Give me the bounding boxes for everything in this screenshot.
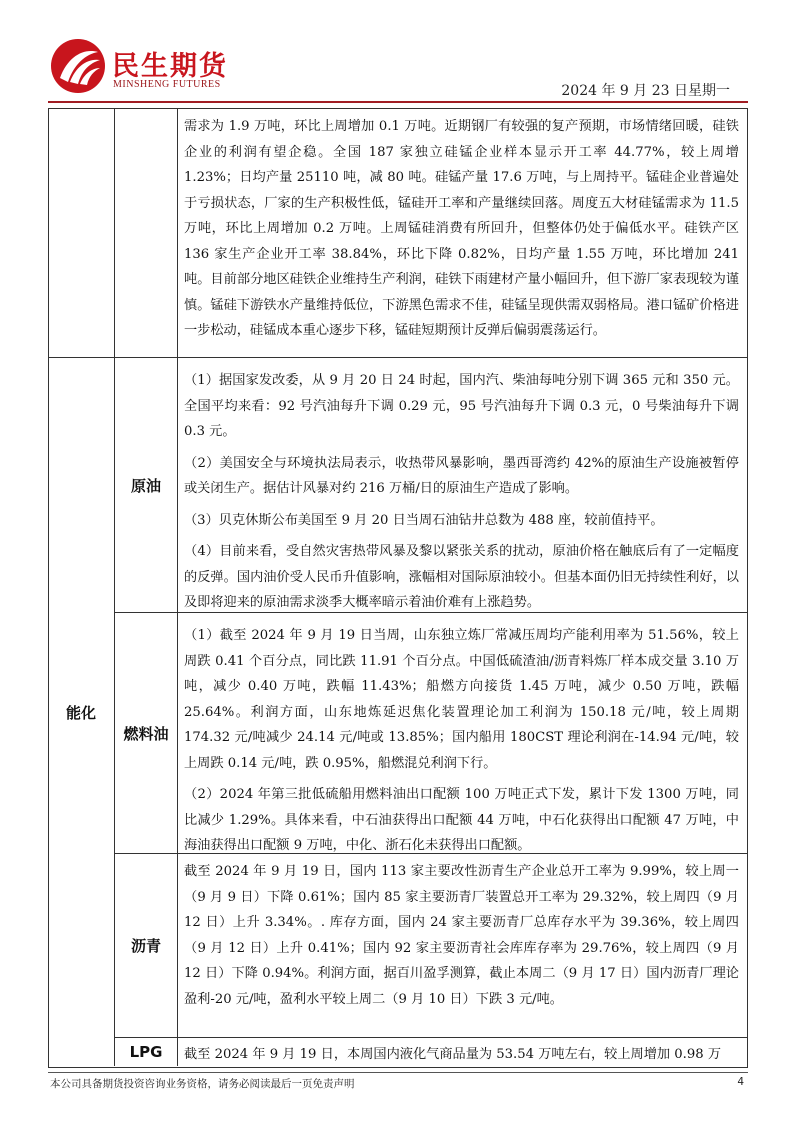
page-number: 4 <box>737 1076 744 1088</box>
logo-icon <box>50 38 106 94</box>
fuel-paragraph-1: （1）截至 2024 年 9 月 19 日当周，山东独立炼厂常减压周均产能利用率为 51.56%，较上周跌 0.41 个百分点，同比跌 11.91 个百分点。中国低硫渣油/沥青料炼厂样本成交量 3.10 万吨，减少 0.40 万吨，跌幅 11.43%；船燃方向接货 1.45 万吨，减少 0.50 万吨，跌幅 25.64%。利润方面，山东地炼延迟焦化装置理论加工利润为 150.18 元/吨，较上周期 174.32 元/吨减少 24.14 元/吨或 13.85%；国内船用 180CST 理论利润在-14.94 元/吨，较上周跌 0.14 元/吨，跌 0.95%，船燃混兑利润下行。 <box>184 628 739 771</box>
silicon-paragraph: 需求为 1.9 万吨，环比上周增加 0.1 万吨。近期钢厂有较强的复产预期，市场情绪回暖，硅铁企业的利润有望企稳。全国 187 家独立硅锰企业样本显示开工率 44.77%，较上周增 1.23%；日均产量 25110 吨，减 80 吨。硅锰产量 17.6 万吨，与上周持平。锰硅企业普遍处于亏损状态，厂家的生产积极性低，锰硅开工率和产量继续回落。周度五大材硅锰需求为 11.5 万吨，环比上周增加 0.2 万吨。上周锰硅消费有所回升，但整体仍处于偏低水平。硅铁产区 136 家生产企业开工率 38.84%，环比下降 0.82%，日均产量 1.55 万吨，环比增加 241 吨。目前部分地区硅铁企业维持生产利润，硅铁下雨建材产量小幅回升，但下游厂家表现较为谨慎。锰硅下游铁水产量维持低位，下游黑色需求不佳，硅锰呈现供需双弱格局。港口锰矿价格进一步松动，硅锰成本重心逐步下移，锰硅短期预计反弹后偏弱震荡运行。 <box>184 119 739 338</box>
content-fuel <box>184 623 739 865</box>
subcategory-cell-asphalt <box>115 854 178 1037</box>
page-header <box>0 0 794 104</box>
row-divider <box>48 357 748 358</box>
subcategory-label-lpg: LPG <box>129 1043 163 1061</box>
footer-disclaimer: 本公司具备期货投资咨询业务资格，请务必阅读最后一页免责声明 <box>50 1078 355 1090</box>
logo-chinese-name: 民生期货 <box>112 51 228 82</box>
subcategory-cell-silicon <box>115 109 178 357</box>
subcategory-label-fuel: 燃料油 <box>123 724 169 743</box>
category-cell-top <box>48 109 115 357</box>
asphalt-paragraph: 截至 2024 年 9 月 19 日，国内 113 家主要改性沥青生产企业总开工率为 9.99%，较上周一（9 月 9 日）下降 0.61%；国内 85 家主要沥青厂装置总开工率为 29.32%，较上周四（9 月 12 日）上升 3.34%。. 库存方面，国内 24 家主要沥青厂总库存水平为 39.36%，较上周四（9 月 12 日）上升 0.41%；国内 92 家主要沥青社会库库存率为 29.76%，较上周四（9 月 12 日）下降 0.94%。利润方面，据百川盈孚测算，截止本周二（9 月 17 日）国内沥青厂理论盈利-20 元/吨，盈利水平较上周二（9 月 10 日）下跌 3 元/吨。 <box>184 864 739 1007</box>
content-asphalt <box>184 859 739 1018</box>
crude-paragraph-2: （2）美国安全与环境执法局表示，收热带风暴影响，墨西哥湾约 42%的原油生产设施被暂停或关闭生产。据估计风暴对约 216 万桶/日的原油生产造成了影响。 <box>184 455 739 496</box>
category-label-energy: 能化 <box>65 703 96 722</box>
subcategory-label-asphalt: 沥青 <box>130 937 161 955</box>
crude-paragraph-1: （1）据国家发改委，从 9 月 20 日 24 时起，国内汽、柴油每吨分别下调 365 元和 350 元。全国平均来看：92 号汽油每升下调 0.29 元，95 号汽油每升下调 0.3 元，0 号柴油每升下调 0.3 元。 <box>184 373 739 439</box>
lpg-paragraph: 截至 2024 年 9 月 19 日，本周国内液化气商品量为 53.54 万吨左右，较上周增加 0.98 万 <box>184 1047 722 1062</box>
row-divider <box>115 1037 748 1038</box>
crude-paragraph-4: （4）目前来看，受自然灾害热带风暴及黎以紧张关系的扰动，原油价格在触底后有了一定幅度的反弹。国内油价受人民币升值影响，涨幅相对国际原油较小。但基本面仍旧无持续性利好，以及即将迎来的原油需求淡季大概率暗示着油价难有上涨趋势。 <box>184 544 739 610</box>
subcategory-cell-crude <box>115 358 178 612</box>
fuel-paragraph-2: （2）2024 年第三批低硫船用燃料油出口配额 100 万吨正式下发，累计下发 1300 万吨，同比减少 1.29%。具体来看，中石油获得出口配额 44 万吨，中石化获得出口配额 47 万吨，中海油获得出口配额 9 万吨，中化、浙石化未获得出口配额。 <box>184 787 739 853</box>
content-silicon <box>184 114 739 350</box>
category-cell-energy <box>48 358 115 1066</box>
header-divider <box>48 101 748 103</box>
subcategory-cell-lpg <box>115 1038 178 1066</box>
logo-english-name: MINSHENG FUTURES <box>113 79 221 90</box>
footer-divider <box>48 1072 748 1073</box>
subcategory-label-crude: 原油 <box>130 476 161 495</box>
content-crude <box>184 368 739 622</box>
report-date: 2024 年 9 月 23 日星期一 <box>561 83 730 99</box>
subcategory-cell-fuel <box>115 613 178 853</box>
crude-paragraph-3: （3）贝克休斯公布美国至 9 月 20 日当周石油钻井总数为 488 座，较前值持平。 <box>184 512 664 528</box>
content-lpg <box>184 1042 739 1068</box>
